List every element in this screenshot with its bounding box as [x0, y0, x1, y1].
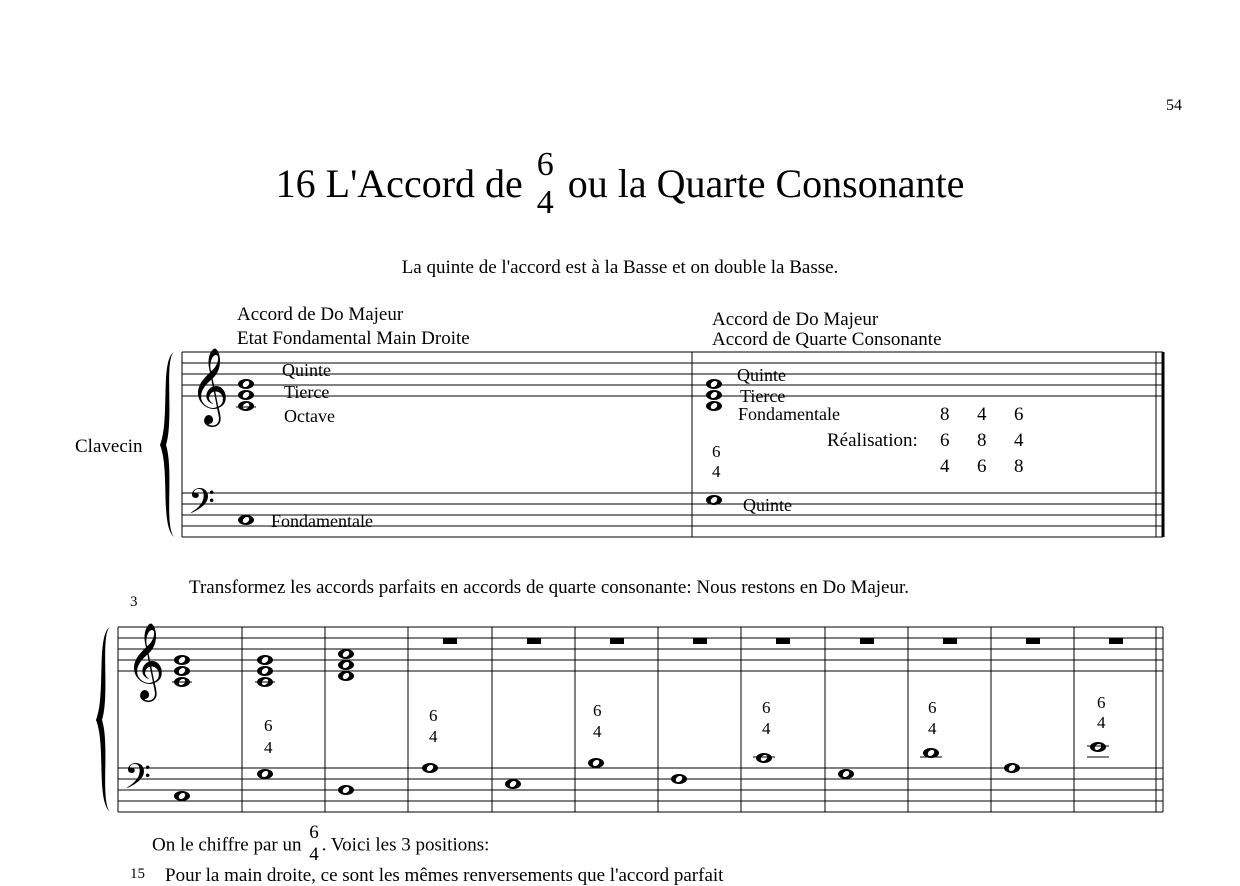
right-label-tierce: Tierce — [740, 386, 786, 406]
figure-top: 6 — [928, 698, 937, 717]
figure-top: 6 — [762, 698, 771, 717]
bass-clef-icon: 𝄢 — [188, 481, 216, 530]
left-heading-2: Etat Fondamental Main Droite — [237, 328, 470, 349]
system2-brace — [96, 627, 110, 812]
figure-top: 6 — [264, 716, 273, 735]
right-chord — [706, 379, 722, 411]
footer-figured-bass — [309, 822, 319, 866]
subtitle: La quinte de l'accord est à la Basse et on double la Basse. — [401, 257, 839, 278]
realisation-cell: 8 — [940, 404, 950, 425]
title-figure-top: 6 — [536, 146, 554, 183]
left-heading-1: Accord de Do Majeur — [237, 304, 404, 325]
footer-figure-bottom: 4 — [309, 844, 319, 865]
title-figure-bottom: 4 — [536, 184, 554, 221]
footer-line-2-number: 15 — [130, 866, 145, 882]
exercise-instruction: Transformez les accords parfaits en accords de quarte consonante: Nous restons en Do Majeur. — [189, 577, 910, 598]
system1-brace — [160, 352, 174, 537]
figure-bottom: 4 — [1097, 713, 1106, 732]
s1-figure-top: 6 — [712, 442, 721, 461]
figure-bottom: 4 — [762, 719, 771, 738]
footer-line-1 — [152, 824, 489, 868]
footer-line-1-prefix: On le chiffre par un — [152, 834, 302, 856]
right-heading-2: Accord de Quarte Consonante — [712, 329, 942, 350]
footer-line-1-suffix: . Voici les 3 positions: — [321, 834, 490, 856]
bass-clef-icon: 𝄢 — [124, 756, 152, 805]
label-fondamentale: Fondamentale — [271, 511, 373, 531]
realisation-cell: 4 — [977, 404, 987, 425]
right-label-fondamentale: Fondamentale — [738, 404, 840, 424]
figure-bottom: 4 — [593, 722, 602, 741]
treble-clef-icon: 𝄞 — [190, 347, 230, 424]
figure-bottom: 4 — [928, 719, 937, 738]
title-prefix: 16 L'Accord de — [275, 161, 523, 207]
label-quinte: Quinte — [282, 360, 331, 380]
treble-clef-icon: 𝄞 — [126, 622, 166, 699]
realisation-cell: 8 — [977, 430, 987, 451]
realisation-cell: 8 — [1014, 456, 1024, 477]
right-label-bass-quinte: Quinte — [743, 495, 792, 515]
page-number: 54 — [1166, 97, 1182, 114]
left-chord — [236, 379, 256, 411]
figure-top: 6 — [593, 701, 602, 720]
realisation-label: Réalisation: — [827, 430, 918, 451]
instrument-name: Clavecin — [75, 436, 143, 457]
bass-notes — [422, 742, 1109, 789]
figure-bottom: 4 — [429, 727, 438, 746]
whole-rests — [443, 638, 1123, 644]
realisation-cell: 6 — [977, 456, 987, 477]
measure-number: 3 — [130, 594, 138, 610]
realisation-cell: 4 — [1014, 430, 1024, 451]
right-bass-note — [706, 495, 722, 505]
s1-figure-bottom: 4 — [712, 462, 721, 481]
figure-bottom: 4 — [264, 738, 273, 757]
realisation-cell: 6 — [1014, 404, 1024, 425]
title-suffix: ou la Quarte Consonante — [567, 161, 965, 207]
footer-figure-top: 6 — [309, 822, 319, 843]
label-octave: Octave — [284, 406, 335, 426]
footer-line-2-text: Pour la main droite, ce sont les mêmes renversements que l'accord parfait — [165, 865, 724, 886]
realisation-cell: 4 — [940, 456, 950, 477]
label-tierce: Tierce — [284, 382, 330, 402]
figure-top: 6 — [429, 706, 438, 725]
right-heading-1: Accord de Do Majeur — [712, 309, 879, 330]
figure-top: 6 — [1097, 693, 1106, 712]
system2-staves — [118, 627, 1163, 812]
left-bass-note — [238, 515, 254, 525]
realisation-cell: 6 — [940, 430, 950, 451]
right-label-quinte: Quinte — [737, 365, 786, 385]
